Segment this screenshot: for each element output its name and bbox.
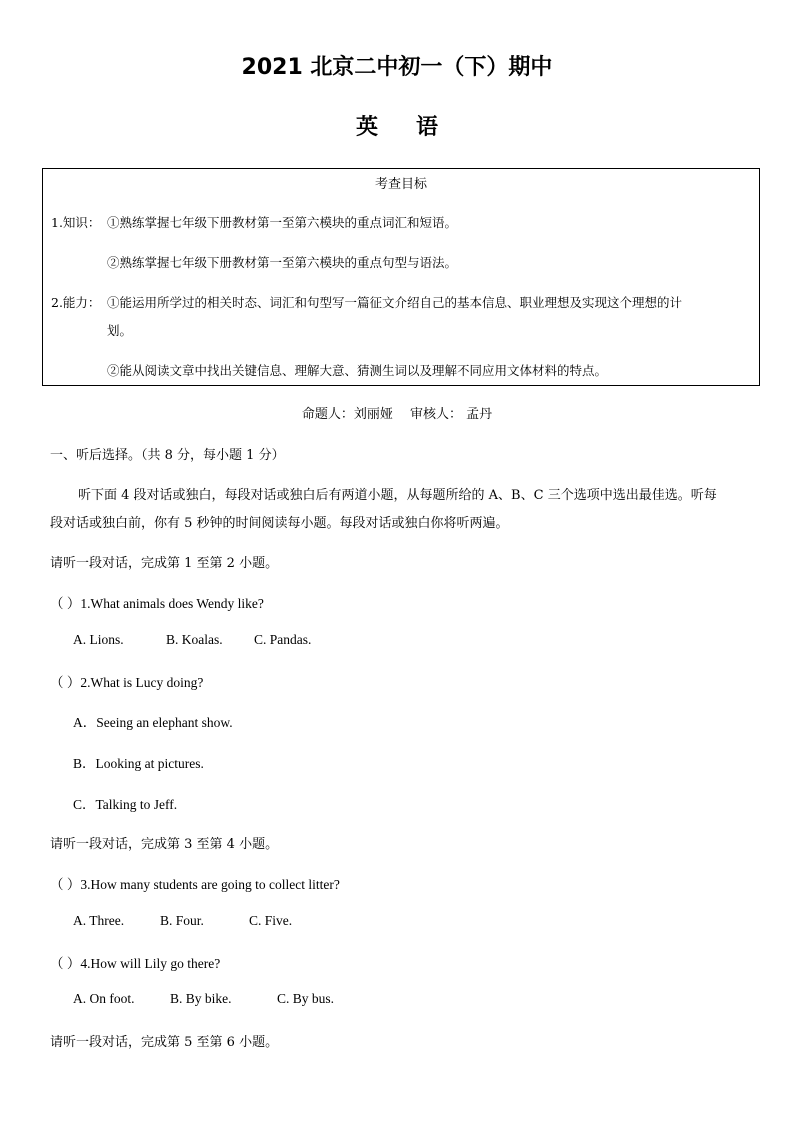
objectives-box bbox=[42, 168, 760, 386]
question-1: （ ）1.What animals does Wendy like? bbox=[50, 596, 264, 611]
section-heading: 一、听后选择。（共 8 分，每小题 1 分） bbox=[50, 448, 285, 463]
page-title: 2021 北京二中初一（下）期中 bbox=[241, 55, 553, 80]
q3-option-b: B. Four. bbox=[160, 913, 204, 928]
knowledge-label: 1.知识： bbox=[51, 215, 101, 230]
knowledge-item-1: ①熟练掌握七年级下册教材第一至第六模块的重点词汇和短语。 bbox=[107, 215, 458, 230]
question-3: （ ）3.How many students are going to collect litter? bbox=[50, 877, 340, 892]
q2-option-c: C．Talking to Jeff. bbox=[73, 797, 178, 812]
objectives-title: 考查目标 bbox=[374, 177, 427, 192]
dialogue-prompt-3: 请听一段对话，完成第 5 至第 6 小题。 bbox=[50, 1035, 279, 1050]
q4-option-b: B. By bike. bbox=[170, 991, 232, 1006]
ability-item-1: ①能运用所学过的相关时态、词汇和句型写一篇征文介绍自己的基本信息、职业理想及实现这个理想的计 bbox=[107, 295, 683, 310]
q4-option-a: A. On foot. bbox=[73, 991, 135, 1006]
question-4: （ ）4.How will Lily go there? bbox=[50, 956, 221, 971]
ability-item-1-cont: 划。 bbox=[107, 323, 133, 338]
knowledge-item-2: ②熟练掌握七年级下册教材第一至第六模块的重点句型与语法。 bbox=[107, 255, 458, 270]
q4-option-c: C. By bus. bbox=[277, 991, 335, 1006]
q1-option-c: C. Pandas. bbox=[254, 632, 312, 647]
instructions-line-2: 段对话或独白前，你有 5 秒钟的时间阅读每小题。每段对话或独白你将听两遍。 bbox=[50, 516, 509, 531]
dialogue-prompt-2: 请听一段对话，完成第 3 至第 4 小题。 bbox=[50, 837, 279, 852]
instructions-line-1: 听下面 4 段对话或独白，每段对话或独白后有两道小题，从每题所给的 A、B、C 三个选项中选出最佳选。听每 bbox=[78, 488, 717, 503]
q3-option-c: C. Five. bbox=[249, 913, 293, 928]
q2-option-b: B．Looking at pictures. bbox=[73, 756, 204, 771]
authors-line: 命题人：刘丽娅 审核人： 孟丹 bbox=[301, 407, 493, 422]
ability-label: 2.能力： bbox=[51, 295, 101, 310]
q1-option-b: B. Koalas. bbox=[166, 632, 223, 647]
question-2: （ ）2.What is Lucy doing? bbox=[50, 675, 204, 690]
dialogue-prompt-1: 请听一段对话，完成第 1 至第 2 小题。 bbox=[50, 556, 279, 571]
q3-option-a: A. Three. bbox=[73, 913, 125, 928]
q1-option-a: A. Lions. bbox=[73, 632, 124, 647]
subject-title: 英语 bbox=[355, 115, 476, 140]
ability-item-2: ②能从阅读文章中找出关键信息、理解大意、猜测生词以及理解不同应用文体材料的特点。 bbox=[107, 363, 608, 378]
q2-option-a: A．Seeing an elephant show. bbox=[73, 715, 233, 730]
